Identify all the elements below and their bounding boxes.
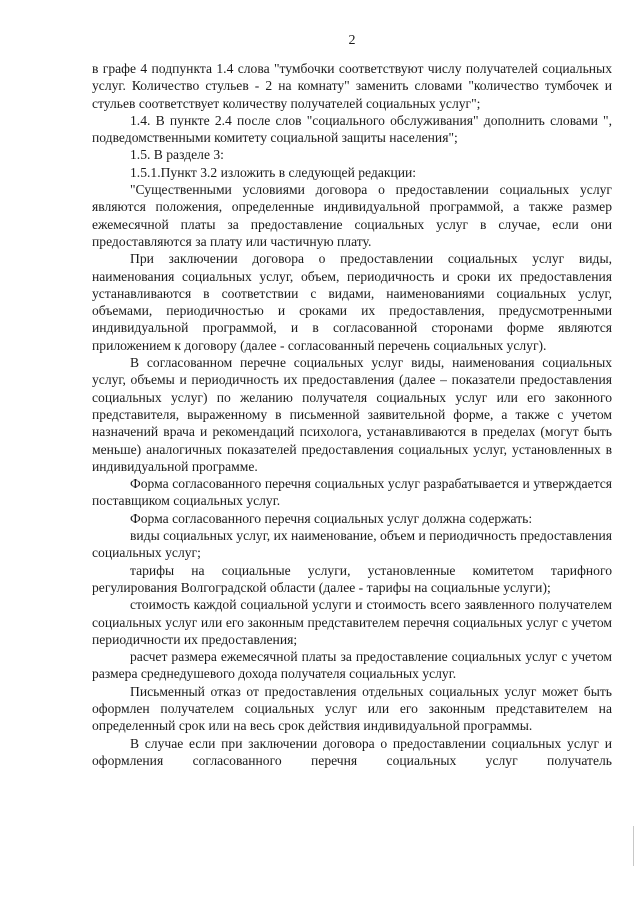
list-item-tariffs: тарифы на социальные услуги, установленные комитетом тарифного регулирования Волгоградской области (далее - тарифы на социальные услуги); (92, 562, 612, 595)
paragraph-written-refusal: Письменный отказ от предоставления отдельных социальных услуг может быть оформлен получателем социальных услуг или его законным представителем на определенный срок или на весь срок действия индивидуальной программы. (92, 683, 612, 734)
list-item-cost: стоимость каждой социальной услуги и стоимость всего заявленного получателем социальных услуг или его законным представителем перечня социальных услуг с учетом периодичности их предоставления; (92, 597, 612, 647)
paragraph-1-5-1: 1.5.1.Пункт 3.2 изложить в следующей редакции: (130, 164, 417, 180)
list-item-monthly-fee: расчет размера ежемесячной платы за предоставление социальных услуг с учетом размера среднедушевого дохода получателя социальных услуг. (92, 649, 612, 682)
paragraph-1-4: 1.4. В пункте 2.4 после слов "социального обслуживания" дополнить словами ", подведомственными комитету социальной защиты населения"; (92, 112, 612, 146)
paragraph-1-5: 1.5. В разделе 3: (130, 147, 224, 163)
paragraph-grafa-4: в графе 4 подпункта 1.4 слова "тумбочки соответствуют числу получателей социальных услуг. Количество стульев - 2 на комнату" заменить словами "количество тумбочек и стульев соответствует количеству получателей социальных услуг"; (92, 61, 612, 111)
paragraph-form-developed: Форма согласованного перечня социальных услуг разрабатывается и утверждается поставщиком социальных услуг. (92, 476, 612, 509)
paragraph-form-contents: Форма согласованного перечня социальных услуг должна содержать: (130, 510, 533, 526)
paragraph-essential-conditions: "Существенными условиями договора о предоставлении социальных услуг являются положения, определенные индивидуальной программой, а также размер ежемесячной платы за предоставление социальных услуг в случае, если они предоставляются за плату или частичную плату. (92, 182, 612, 249)
paragraph-contract-conclusion: При заключении договора о предоставлении социальных услуг виды, наименования социальных услуг, объем, периодичность и сроки их предоставления устанавливаются в соответствии с видами, наименованиями социальных услуг, объемами, периодичностью и сроками их предоставления, предусмотренными индивидуальной программой, и в согласованной сторонами форме являются приложением к договору (далее - согласованный перечень социальных услуг). (92, 251, 612, 353)
list-item-types: виды социальных услуг, их наименование, объем и периодичность предоставления социальных услуг; (92, 528, 612, 561)
page-number: 2 (348, 33, 356, 48)
paragraph-continuation: В случае если при заключении договора о предоставлении социальных услуг и оформления согласованного перечня социальных услуг получатель (92, 735, 612, 768)
scan-edge-mark (633, 826, 634, 866)
paragraph-agreed-list: В согласованном перечне социальных услуг виды, наименования социальных услуг, объемы и периодичность их предоставления (далее – показатели предоставления социальных услуг) по желанию получателя социальных услуг или его законного представителя, выраженному в письменной заявительной форме, а также с учетом назначений врача и рекомендаций психолога, устанавливаются в пределах (могут быть меньше) аналогичных показателей предоставления социальных услуг, установленных в индивидуальной программе. (92, 355, 612, 474)
